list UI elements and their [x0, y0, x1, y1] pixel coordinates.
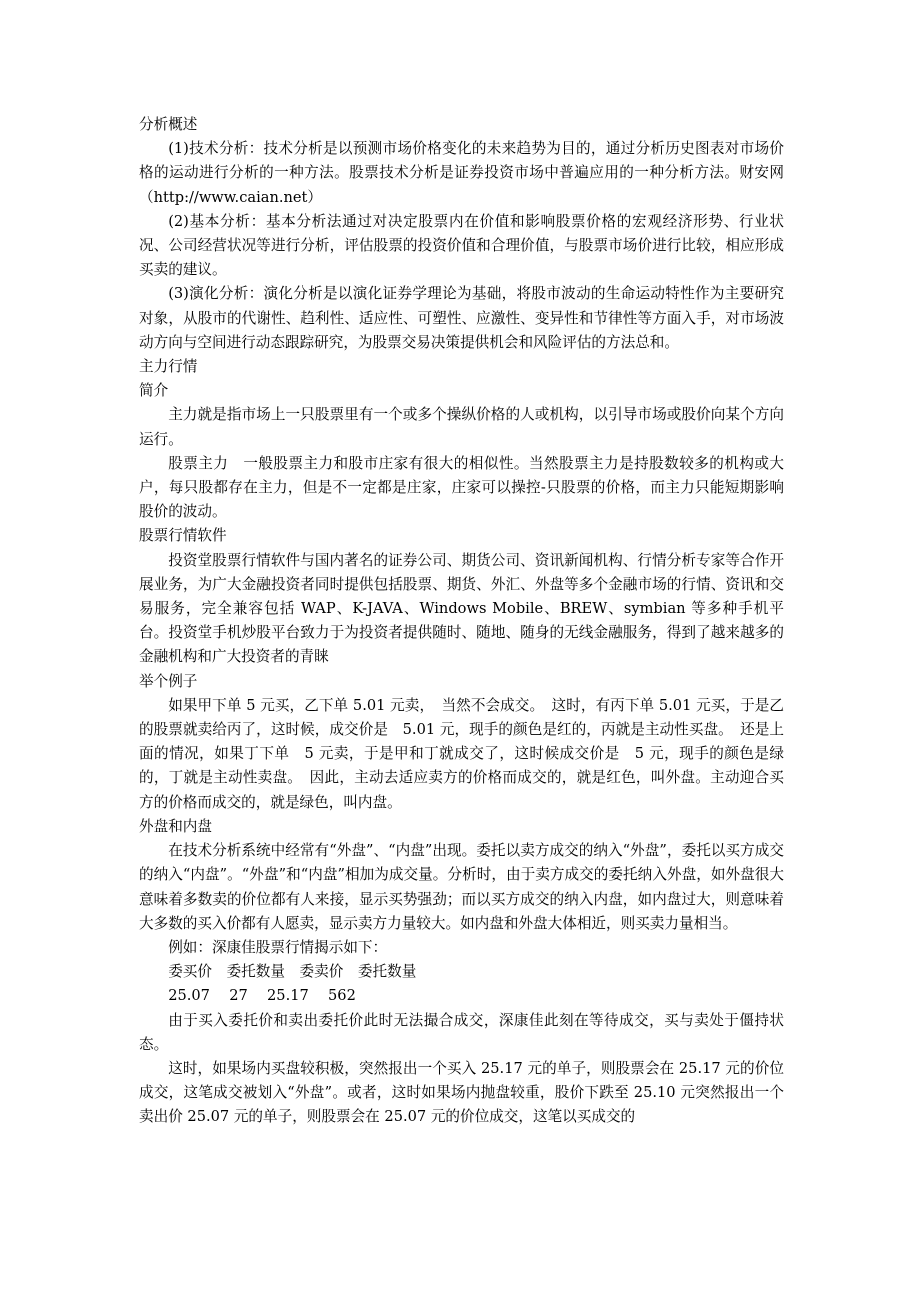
quote-table-row: 25.07 27 25.17 562 [168, 987, 356, 1005]
paragraph-outer-inner-explanation: 在技术分析系统中经常有“外盘”、“内盘”出现。委托以卖方成交的纳入“外盘”，委托以买方成交的纳入“内盘”。“外盘”和“内盘”相加为成交量。分析时，由于卖方成交的委托纳入外盘，如外盘很大意味着多数卖的价位都有人来接，显示买势强劲；而以买方成交的纳入内盘，如内盘过大，则意味着大多数的买入价都有人愿卖，显示卖方力量较大。如内盘和外盘大体相近，则买卖力量相当。 [139, 842, 784, 932]
subheading-introduction: 简介 [139, 382, 169, 400]
paragraph-technical-analysis: (1)技术分析：技术分析是以预测市场价格变化的未来趋势为目的，通过分析历史图表对市场价格的运动进行分析的一种方法。股票技术分析是证券投资市场中普遍应用的一种分析方法。财安网（http://www.caian.net） [139, 140, 784, 206]
paragraph-main-force-definition: 主力就是指市场上一只股票里有一个或多个操纵价格的人或机构，以引导市场或股价向某个方向运行。 [139, 406, 784, 448]
section-heading-example: 举个例子 [139, 672, 198, 690]
paragraph-fundamental-analysis: (2)基本分析：基本分析法通过对决定股票内在价值和影响股票价格的宏观经济形势、行业状况、公司经营状况等进行分析，评估股票的投资价值和合理价值，与股票市场价进行比较，相应形成买卖的建议。 [139, 212, 784, 279]
paragraph-example-intro: 例如：深康佳股票行情揭示如下： [168, 938, 388, 956]
section-heading-main-force: 主力行情 [139, 358, 198, 376]
paragraph-example: 如果甲下单 5 元买，乙下单 5.01 元卖， 当然不会成交。 这时，有丙下单 5.01 元买，于是乙的股票就卖给丙了，这时候，成交价是 5.01 元，现手的颜色是红的，丙就是主动性买盘。 还是上面的情况，如果丁下单 5 元卖，于是甲和丁就成交了，这时候成交价是 5 元，现手的颜色是绿的，丁就是主动性卖盘。 因此，主动去适应卖方的价格而成交的，就是红色，叫外盘。主动迎合买方的价格而成交的，就是绿色，叫内盘。 [139, 696, 784, 811]
paragraph-evolution-analysis: (3)演化分析：演化分析是以演化证券学理论为基础，将股市波动的生命运动特性作为主要研究对象，从股市的代谢性、趋利性、适应性、可塑性、应激性、变异性和节律性等方面入手，对市场波动方向与空间进行动态跟踪研究，为股票交易决策提供机会和风险评估的方法总和。 [139, 285, 784, 351]
document-page [139, 113, 784, 1130]
paragraph-stalemate: 由于买入委托价和卖出委托价此时无法撮合成交，深康佳此刻在等待成交，买与卖处于僵持状态。 [139, 1011, 784, 1053]
paragraph-quote-software: 投资堂股票行情软件与国内著名的证券公司、期货公司、资讯新闻机构、行情分析专家等合作开展业务，为广大金融投资者同时提供包括股票、期货、外汇、外盘等多个金融市场的行情、资讯和交易服务，完全兼容包括 WAP、K-JAVA、Windows Mobile、BREW、symbian 等多种手机平台。投资堂手机炒股平台致力于为投资者提供随时、随地、随身的无线金融服务，得到了越来越多的金融机构和广大投资者的青睐 [139, 551, 784, 666]
paragraph-main-force-vs-dealer: 股票主力 一般股票主力和股市庄家有很大的相似性。当然股票主力是持股数较多的机构或大户，每只股都存在主力，但是不一定都是庄家，庄家可以操控-只股票的价格，而主力只能短期影响股价的波动。 [139, 454, 784, 521]
section-heading-outer-inner-market: 外盘和内盘 [139, 817, 212, 835]
section-heading-analysis-overview: 分析概述 [139, 116, 198, 133]
section-heading-quote-software: 股票行情软件 [139, 527, 227, 545]
paragraph-trade-scenario: 这时，如果场内买盘较积极，突然报出一个买入 25.17 元的单子，则股票会在 25.17 元的价位成交，这笔成交被划入“外盘”。或者，这时如果场内抛盘较重，股价下跌至 25.10 元突然报出一个卖出价 25.07 元的单子，则股票会在 25.07 元的价位成交，这笔以买成交的 [139, 1059, 784, 1126]
quote-table-header: 委买价 委托数量 委卖价 委托数量 [168, 963, 417, 981]
